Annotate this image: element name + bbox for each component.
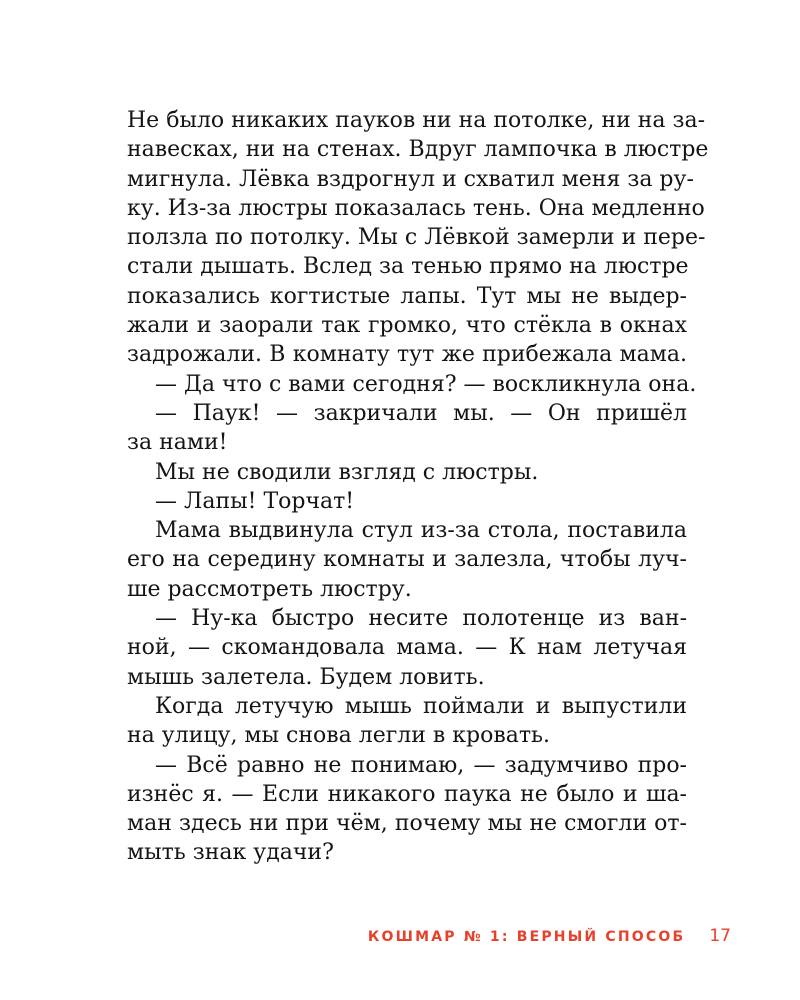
page-footer xyxy=(368,926,731,946)
text-line: показались когтистые лапы. Тут мы не выдер- xyxy=(127,283,687,309)
text-line: Мы не сводили взгляд с люстры. xyxy=(155,459,539,485)
text-line: ше рассмотреть люстру. xyxy=(127,576,412,602)
text-line: навесках, ни на стенах. Вдруг лампочка в люстре xyxy=(127,137,709,163)
text-line: Когда летучую мышь поймали и выпустили xyxy=(155,693,687,719)
text-line: ползла по потолку. Мы с Лёвкой замерли и пере- xyxy=(127,225,706,251)
text-line: его на середину комнаты и залезла, чтобы луч- xyxy=(127,547,687,573)
text-line: ной, — скомандовала мама. — К нам летучая xyxy=(127,635,687,661)
page-number: 17 xyxy=(709,926,731,946)
text-line: Не было никаких пауков ни на потолке, ни на за- xyxy=(127,108,706,133)
text-line: на улицу, мы снова легли в кровать. xyxy=(127,723,551,749)
text-line: — Всё равно не понимаю, — задумчиво про- xyxy=(155,752,687,778)
text-line: за нами! xyxy=(127,430,228,456)
text-line: жали и заорали так громко, что стёкла в окнах xyxy=(127,313,687,339)
text-line: стали дышать. Вслед за тенью прямо на люстре xyxy=(127,254,689,280)
text-line: — Ну-ка быстро несите полотенце из ван- xyxy=(155,606,687,632)
text-line: ку. Из-за люстры показалась тень. Она медленно xyxy=(127,195,705,221)
text-line: — Паук! — закричали мы. — Он пришёл xyxy=(155,400,687,426)
text-line: ман здесь ни при чём, почему мы не смогли от- xyxy=(127,811,687,837)
text-line: задрожали. В комнату тут же прибежала мама. xyxy=(127,342,687,368)
text-line: мигнула. Лёвка вздрогнул и схватил меня за ру- xyxy=(127,166,694,192)
text-line: изнёс я. — Если никакого паука не было и ша- xyxy=(127,781,687,807)
running-head: КОШМАР № 1: ВЕРНЫЙ СПОСОБ xyxy=(367,929,686,945)
text-line: мыть знак удачи? xyxy=(127,840,334,866)
text-line: мышь залетела. Будем ловить. xyxy=(127,664,485,690)
text-line: — Лапы! Торчат! xyxy=(155,488,355,514)
text-line: — Да что с вами сегодня? — воскликнула она. xyxy=(155,371,697,397)
body-text xyxy=(127,106,709,868)
text-line: Мама выдвинула стул из-за стола, поставила xyxy=(155,518,687,544)
